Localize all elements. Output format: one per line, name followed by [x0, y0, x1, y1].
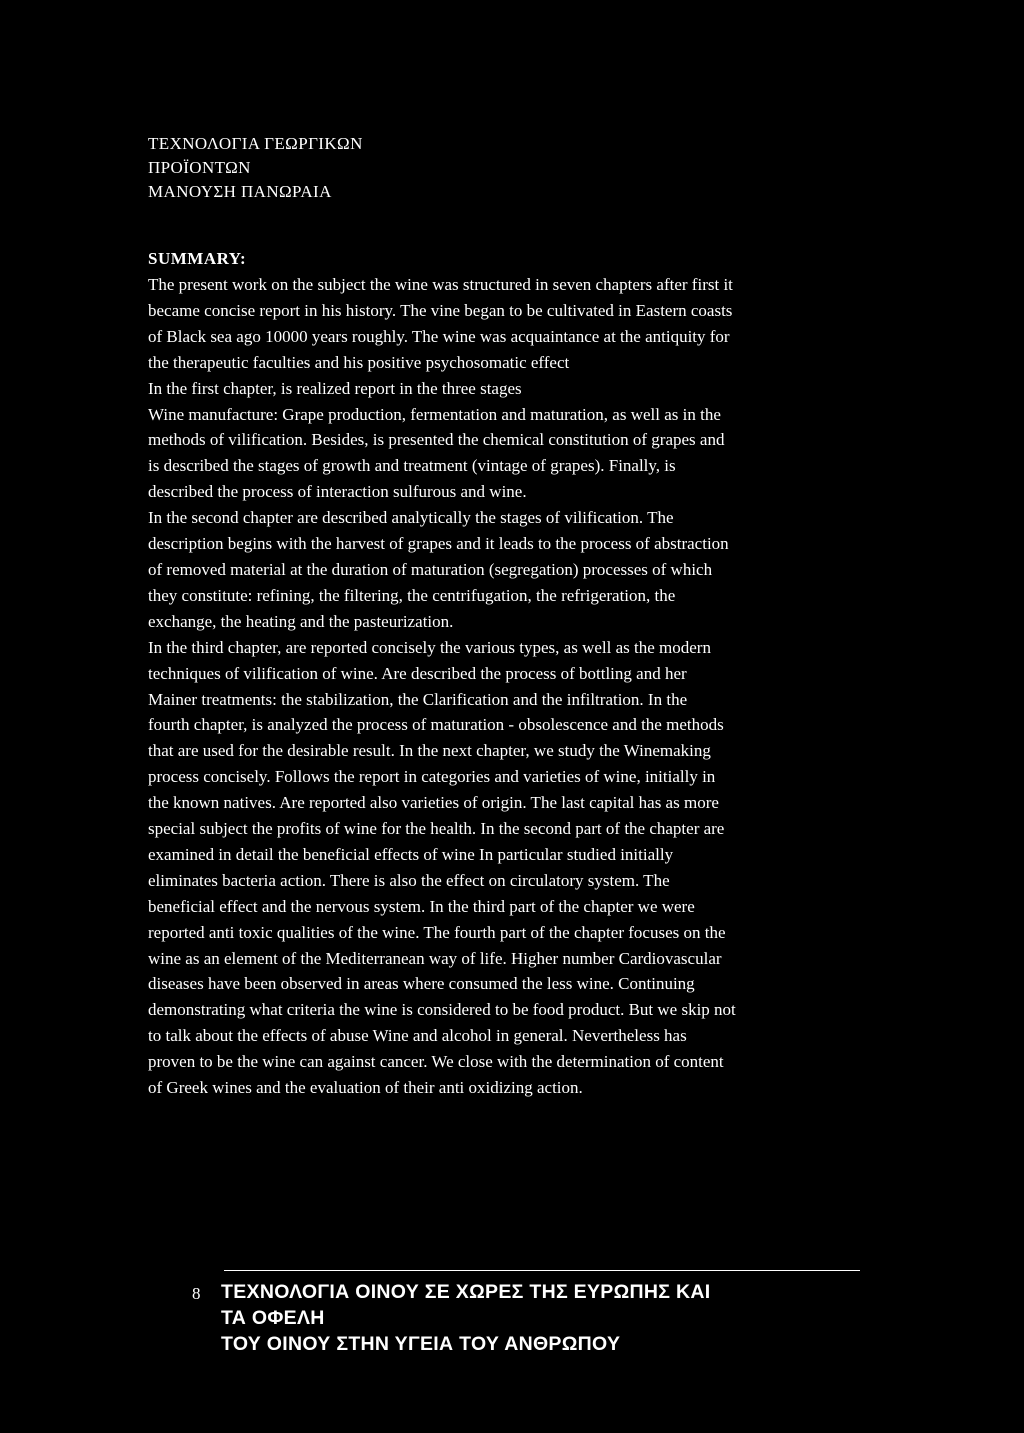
summary-line: The present work on the subject the wine was structured in seven chapters after first it [148, 275, 733, 294]
summary-section [148, 246, 858, 1101]
summary-line: examined in detail the beneficial effects of wine In particular studied initially [148, 844, 674, 864]
summary-line: description begins with the harvest of grapes and it leads to the process of abstraction [148, 534, 729, 554]
header-author: ΜΑΝΟΥΣΗ ΠΑΝΩΡΑΙΑ [148, 182, 332, 201]
summary-line: the therapeutic faculties and his positive psychosomatic effect [148, 352, 570, 372]
summary-line: Mainer treatments: the stabilization, the Clarification and the infiltration. In the [148, 689, 688, 709]
header-subject-cont: ΠΡΟΪΟΝΤΩΝ [148, 158, 251, 177]
summary-line: process concisely. Follows the report in categories and varieties of wine, initially in [148, 767, 716, 787]
summary-line: wine as an element of the Mediterranean way of life. Higher number Cardiovascular [148, 948, 722, 968]
page-number: 8 [192, 1284, 201, 1303]
summary-line: In the first chapter, is realized report in the three stages [148, 378, 522, 398]
summary-line: of removed material at the duration of maturation (segregation) processes of which [148, 559, 713, 579]
summary-line: became concise report in his history. The vine began to be cultivated in Eastern coasts [148, 300, 733, 320]
running-footer-title [221, 1279, 711, 1357]
footer-title-line: ΤΕΧΝΟΛΟΓΙΑ ΟΙΝΟΥ ΣΕ ΧΩΡΕΣ ΤΗΣ ΕΥΡΩΠΗΣ ΚΑΙ [221, 1281, 711, 1303]
summary-line: the known natives. Are reported also varieties of origin. The last capital has as more [148, 793, 719, 813]
summary-line: demonstrating what criteria the wine is considered to be food product. But we skip not [148, 1000, 736, 1020]
footer-title-line: ΤΟΥ ΟΙΝΟΥ ΣΤΗΝ ΥΓΕΙΑ ΤΟΥ ΑΝΘΡΩΠΟΥ [221, 1333, 621, 1355]
summary-line: In the third chapter, are reported concisely the various types, as well as the modern [148, 637, 711, 657]
footer-title-line: ΤΑ ΟΦΕΛΗ [221, 1307, 325, 1329]
summary-line: special subject the profits of wine for the health. In the second part of the chapter are [148, 819, 725, 839]
summary-line: described the process of interaction sulfurous and wine. [148, 482, 527, 502]
summary-line: techniques of vilification of wine. Are described the process of bottling and her [148, 663, 687, 683]
summary-line: they constitute: refining, the filtering, the centrifugation, the refrigeration, the [148, 585, 676, 605]
summary-line: of Black sea ago 10000 years roughly. The wine was acquaintance at the antiquity for [148, 326, 730, 346]
summary-line: is described the stages of growth and treatment (vintage of grapes). Finally, is [148, 456, 676, 476]
summary-line: methods of vilification. Besides, is presented the chemical constitution of grapes and [148, 430, 725, 450]
summary-line: beneficial effect and the nervous system. In the third part of the chapter we were [148, 896, 695, 916]
document-header [148, 132, 363, 204]
summary-line: exchange, the heating and the pasteurization. [148, 611, 454, 631]
summary-line: of Greek wines and the evaluation of their anti oxidizing action. [148, 1078, 583, 1098]
summary-line: proven to be the wine can against cancer. We close with the determination of content [148, 1052, 724, 1072]
summary-line: fourth chapter, is analyzed the process of maturation - obsolescence and the methods [148, 715, 724, 735]
summary-line: diseases have been observed in areas where consumed the less wine. Continuing [148, 974, 695, 994]
summary-line: eliminates bacteria action. There is also the effect on circulatory system. The [148, 870, 670, 890]
summary-line: to talk about the effects of abuse Wine and alcohol in general. Nevertheless has [148, 1026, 687, 1046]
summary-label: SUMMARY: [148, 249, 247, 268]
footer-divider [224, 1270, 860, 1271]
summary-line: that are used for the desirable result. In the next chapter, we study the Winemaking [148, 741, 711, 761]
summary-line: In the second chapter are described analytically the stages of vilification. The [148, 508, 674, 528]
summary-line: reported anti toxic qualities of the wine. The fourth part of the chapter focuses on the [148, 922, 726, 942]
header-subject: ΤΕΧΝΟΛΟΓΙΑ ΓΕΩΡΓΙΚΩΝ [148, 134, 363, 153]
summary-line: Wine manufacture: Grape production, fermentation and maturation, as well as in the [148, 404, 721, 424]
